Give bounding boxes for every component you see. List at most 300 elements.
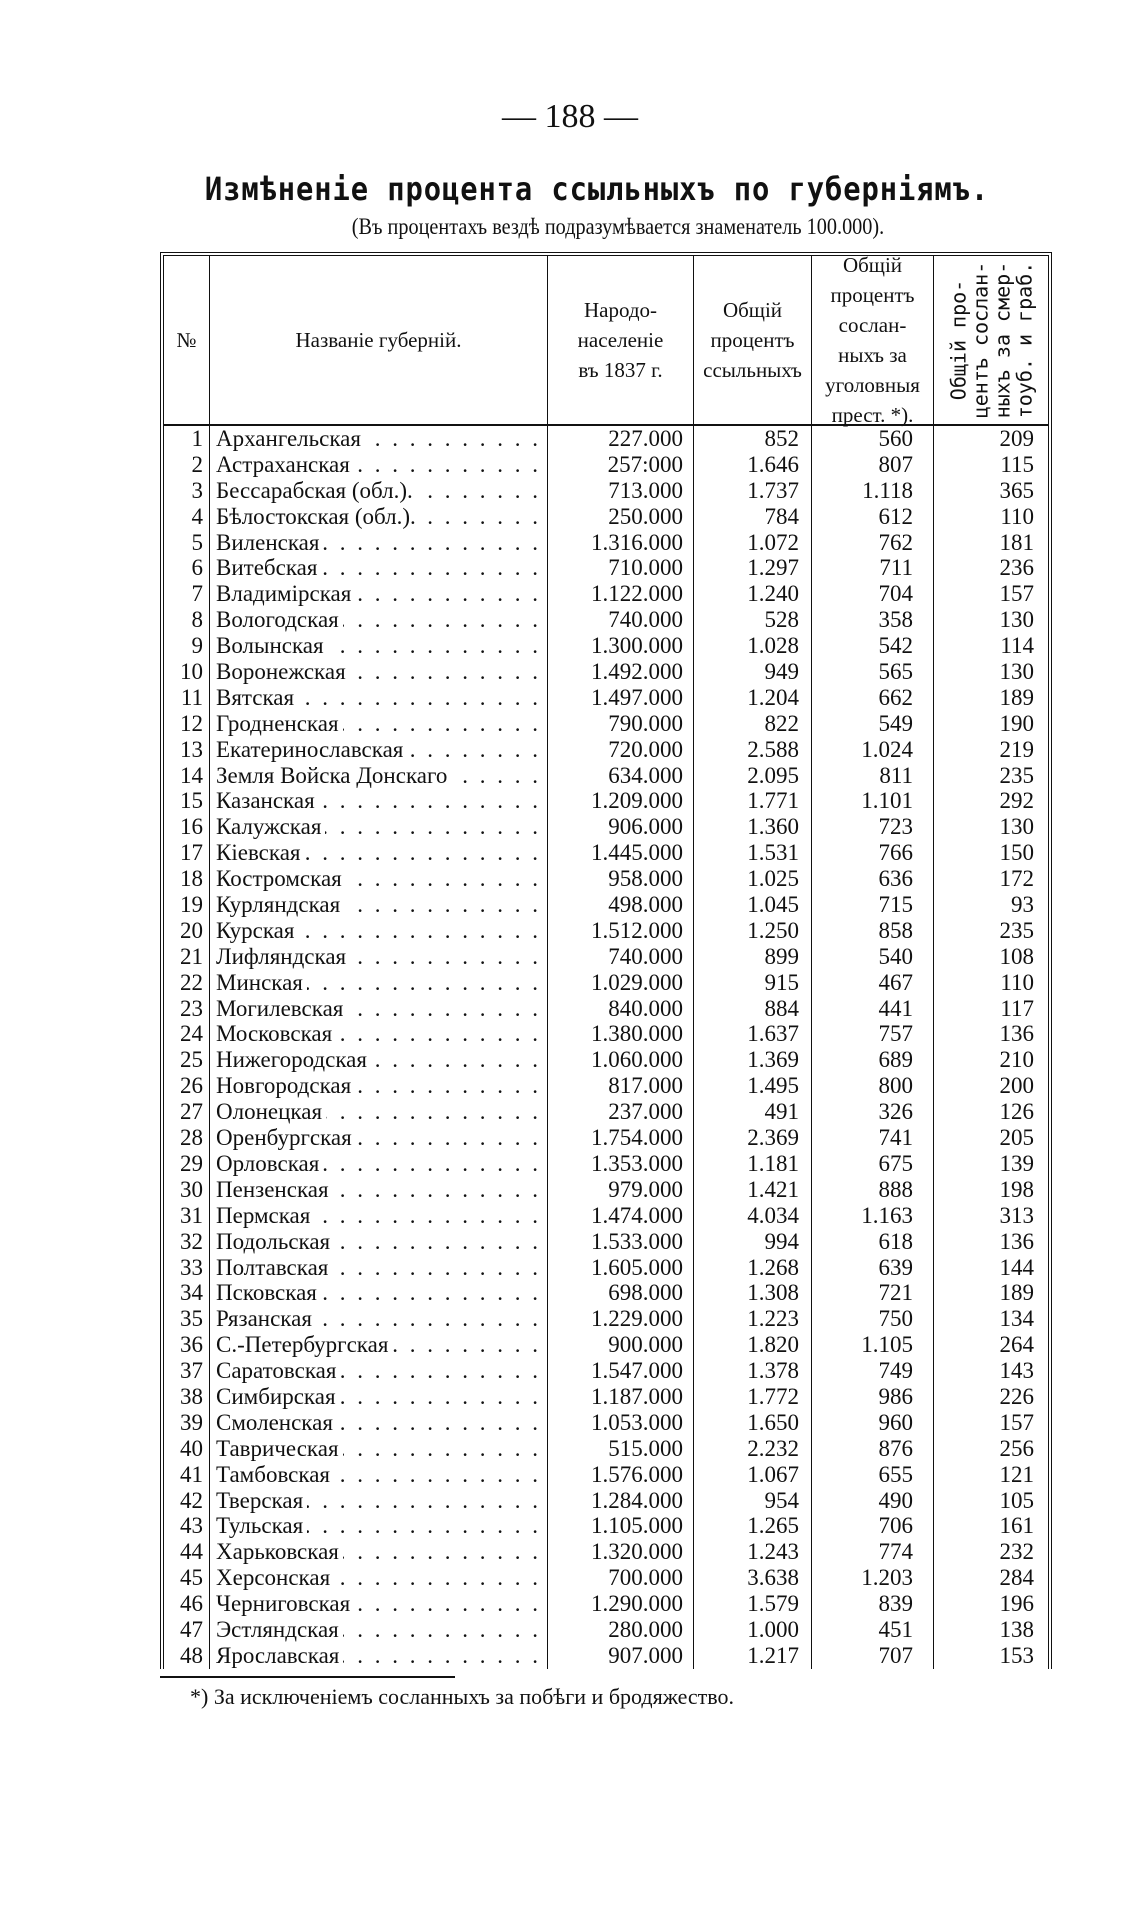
- criminal-percent: 451: [812, 1617, 934, 1643]
- murder-percent: 209: [999, 426, 1034, 451]
- table-row: [164, 1436, 1048, 1462]
- murder-percent: 136: [999, 1021, 1034, 1047]
- murder-percent: 110: [1000, 969, 1034, 995]
- total-percent: 899: [694, 944, 812, 970]
- criminal-percent: 750: [812, 1306, 934, 1332]
- table-row: [164, 1073, 1048, 1099]
- page-number: — 188 —: [502, 98, 638, 135]
- province-name: [210, 1125, 548, 1151]
- criminal-percent: 766: [812, 840, 934, 866]
- population: 227.000: [548, 426, 694, 452]
- criminal-percent: 655: [812, 1462, 934, 1488]
- province-name: [210, 1229, 548, 1255]
- population: 710.000: [548, 555, 694, 581]
- table-row: [164, 1255, 1048, 1281]
- header-line: населеніе: [577, 328, 664, 352]
- population: 1.290.000: [548, 1591, 694, 1617]
- header-line: Общій про-: [946, 279, 971, 401]
- total-percent: 1.265: [694, 1513, 812, 1539]
- table-row: [164, 685, 1048, 711]
- row-number: 34: [164, 1280, 210, 1306]
- row-number: 7: [164, 581, 210, 607]
- population: 1.029.000: [548, 970, 694, 996]
- total-percent: 1.297: [694, 555, 812, 581]
- criminal-percent: 1.101: [812, 788, 934, 814]
- province-table: [160, 252, 1052, 1669]
- province-name-text: Вятская: [216, 685, 298, 710]
- table-row: [164, 607, 1048, 633]
- population: 1.445.000: [548, 840, 694, 866]
- province-name: [210, 1565, 548, 1591]
- row-number: 17: [164, 840, 210, 866]
- row-number: 38: [164, 1384, 210, 1410]
- population: 1.533.000: [548, 1229, 694, 1255]
- murder-percent: 219: [999, 736, 1034, 762]
- criminal-percent: 762: [812, 530, 934, 556]
- footnote-divider: [160, 1676, 455, 1678]
- population: 498.000: [548, 892, 694, 918]
- province-name: [210, 711, 548, 737]
- population: 900.000: [548, 1332, 694, 1358]
- province-name-text: Костромская: [216, 866, 346, 891]
- row-number: 15: [164, 788, 210, 814]
- total-percent: 1.308: [694, 1280, 812, 1306]
- murder-percent: 313: [999, 1202, 1034, 1228]
- criminal-percent: 757: [812, 1021, 934, 1047]
- population: 1.209.000: [548, 788, 694, 814]
- table-row: [164, 970, 1048, 996]
- criminal-percent: 1.024: [812, 737, 934, 763]
- province-name-text: Земля Войска Донскаго: [216, 763, 451, 788]
- province-name: [210, 944, 548, 970]
- row-number: 12: [164, 711, 210, 737]
- population: 1.300.000: [548, 633, 694, 659]
- row-number: 28: [164, 1125, 210, 1151]
- murder-percent: 130: [999, 607, 1034, 633]
- header-line: въ 1837 г.: [578, 358, 663, 382]
- total-percent: 1.360: [694, 814, 812, 840]
- criminal-percent: 326: [812, 1099, 934, 1125]
- row-number: 16: [164, 814, 210, 840]
- murder-percent: 144: [999, 1254, 1034, 1280]
- murder-percent: 232: [999, 1539, 1034, 1565]
- criminal-percent: 723: [812, 814, 934, 840]
- total-percent: 1.268: [694, 1255, 812, 1281]
- population: 907.000: [548, 1643, 694, 1669]
- province-name: [210, 607, 548, 633]
- criminal-percent: 858: [812, 918, 934, 944]
- population: 740.000: [548, 944, 694, 970]
- murder-percent: 117: [1000, 995, 1034, 1021]
- murder-percent: 189: [999, 684, 1034, 710]
- total-percent: 1.204: [694, 685, 812, 711]
- table-row: [164, 1358, 1048, 1384]
- province-name-text: Казанская: [216, 788, 319, 813]
- row-number: 24: [164, 1021, 210, 1047]
- total-percent: 949: [694, 659, 812, 685]
- murder-percent: 157: [999, 1409, 1034, 1435]
- table-row: [164, 918, 1048, 944]
- table-row: [164, 1643, 1048, 1669]
- population: 237.000: [548, 1099, 694, 1125]
- province-name-text: Бѣлостокская (обл.).: [216, 504, 420, 529]
- row-number: 43: [164, 1513, 210, 1539]
- total-percent: 1.772: [694, 1384, 812, 1410]
- header-line: прест. *).: [831, 403, 914, 427]
- total-percent: 1.369: [694, 1047, 812, 1073]
- header-line: ныхъ за смер-: [990, 261, 1015, 419]
- total-percent: 1.028: [694, 633, 812, 659]
- row-number: 20: [164, 918, 210, 944]
- province-name: [210, 763, 548, 789]
- table-row: [164, 504, 1048, 530]
- total-percent: 852: [694, 426, 812, 452]
- total-percent: 1.250: [694, 918, 812, 944]
- population: 1.284.000: [548, 1488, 694, 1514]
- total-percent: 1.637: [694, 1021, 812, 1047]
- criminal-percent: 612: [812, 504, 934, 530]
- criminal-percent: 540: [812, 944, 934, 970]
- total-percent: 528: [694, 607, 812, 633]
- province-name: [210, 1617, 548, 1643]
- province-name: [210, 1151, 548, 1177]
- population: 280.000: [548, 1617, 694, 1643]
- row-number: 35: [164, 1306, 210, 1332]
- total-percent: 1.820: [694, 1332, 812, 1358]
- criminal-percent: 490: [812, 1488, 934, 1514]
- table-row: [164, 1591, 1048, 1617]
- murder-percent: 114: [1000, 633, 1034, 659]
- population: 257:000: [548, 452, 694, 478]
- table-row: [164, 478, 1048, 504]
- total-percent: 1.072: [694, 530, 812, 556]
- table-row: [164, 1513, 1048, 1539]
- total-percent: 1.025: [694, 866, 812, 892]
- header-line: ссыльныхъ: [703, 358, 802, 382]
- province-name: [210, 555, 548, 581]
- total-percent: 784: [694, 504, 812, 530]
- total-percent: 822: [694, 711, 812, 737]
- row-number: 5: [164, 530, 210, 556]
- province-name-text: Витебская: [216, 555, 321, 580]
- header-line: Общій: [722, 298, 783, 322]
- province-name-text: Курская: [216, 918, 298, 943]
- province-name-text: Екатеринославская: [216, 737, 407, 762]
- murder-percent: 139: [999, 1150, 1034, 1176]
- province-name-text: Нижегородская: [216, 1047, 371, 1072]
- table-row: [164, 737, 1048, 763]
- table-row: [164, 711, 1048, 737]
- province-name-text: Виленская: [216, 530, 323, 555]
- table-row: [164, 763, 1048, 789]
- row-number: 10: [164, 659, 210, 685]
- table-row: [164, 1539, 1048, 1565]
- province-name-text: Орловская: [216, 1151, 323, 1176]
- table-row: [164, 996, 1048, 1022]
- province-name: [210, 1384, 548, 1410]
- province-name-text: Курляндская: [216, 892, 344, 917]
- table-row: [164, 1617, 1048, 1643]
- row-number: 21: [164, 944, 210, 970]
- murder-percent: 210: [999, 1047, 1034, 1073]
- population: 1.060.000: [548, 1047, 694, 1073]
- criminal-percent: 565: [812, 659, 934, 685]
- header-line: процентъ: [710, 328, 795, 352]
- row-number: 6: [164, 555, 210, 581]
- header-line: уголовныя: [825, 373, 920, 397]
- criminal-percent: 467: [812, 970, 934, 996]
- table-row: [164, 1099, 1048, 1125]
- row-number: 33: [164, 1255, 210, 1281]
- row-number: 47: [164, 1617, 210, 1643]
- row-number: 41: [164, 1462, 210, 1488]
- total-percent: 1.771: [694, 788, 812, 814]
- table-row: [164, 788, 1048, 814]
- total-percent: 1.067: [694, 1462, 812, 1488]
- population: 1.492.000: [548, 659, 694, 685]
- criminal-percent: 811: [812, 763, 934, 789]
- row-number: 4: [164, 504, 210, 530]
- population: 1.053.000: [548, 1410, 694, 1436]
- row-number: 3: [164, 478, 210, 504]
- table-row: [164, 944, 1048, 970]
- table-row: [164, 1565, 1048, 1591]
- murder-percent: 134: [999, 1306, 1034, 1332]
- row-number: 1: [164, 426, 210, 452]
- criminal-percent: 639: [812, 1255, 934, 1281]
- murder-percent: 136: [999, 1228, 1034, 1254]
- footnote: *) За исключеніемъ сосланныхъ за побѣги и бродяжество.: [190, 1684, 735, 1709]
- province-name: [210, 659, 548, 685]
- criminal-percent: 707: [812, 1643, 934, 1669]
- table-row: [164, 1047, 1048, 1073]
- table-row: [164, 555, 1048, 581]
- province-name-text: Саратовская: [216, 1358, 340, 1383]
- province-name-text: Пермская: [216, 1203, 314, 1228]
- murder-percent: 130: [999, 659, 1034, 685]
- criminal-percent: 542: [812, 633, 934, 659]
- province-name: [210, 1255, 548, 1281]
- row-number: 36: [164, 1332, 210, 1358]
- province-name-text: Ярославская: [216, 1643, 343, 1668]
- province-name-text: Владимірская: [216, 581, 355, 606]
- province-name: [210, 814, 548, 840]
- total-percent: 1.181: [694, 1151, 812, 1177]
- table-row: [164, 1229, 1048, 1255]
- population: 1.576.000: [548, 1462, 694, 1488]
- criminal-percent: 689: [812, 1047, 934, 1073]
- province-name-text: Симбирская: [216, 1384, 340, 1409]
- murder-percent: 236: [999, 555, 1034, 581]
- criminal-percent: 800: [812, 1073, 934, 1099]
- murder-percent: 256: [999, 1435, 1034, 1461]
- province-name: [210, 737, 548, 763]
- header-line: тоуб. и граб.: [1012, 261, 1037, 419]
- murder-percent: 138: [999, 1616, 1034, 1642]
- population: 1.229.000: [548, 1306, 694, 1332]
- row-number: 14: [164, 763, 210, 789]
- criminal-percent: 560: [812, 426, 934, 452]
- population: 1.474.000: [548, 1203, 694, 1229]
- row-number: 25: [164, 1047, 210, 1073]
- province-name: [210, 1047, 548, 1073]
- province-name: [210, 840, 548, 866]
- province-name-text: Новгородская: [216, 1073, 355, 1098]
- murder-percent: 157: [999, 581, 1034, 607]
- criminal-percent: 960: [812, 1410, 934, 1436]
- population: 790.000: [548, 711, 694, 737]
- province-name: [210, 996, 548, 1022]
- population: 817.000: [548, 1073, 694, 1099]
- header-number: №: [164, 256, 210, 424]
- row-number: 27: [164, 1099, 210, 1125]
- table-row: [164, 1306, 1048, 1332]
- population: 1.187.000: [548, 1384, 694, 1410]
- province-name-text: Московская: [216, 1021, 336, 1046]
- murder-percent: 226: [999, 1383, 1034, 1409]
- total-percent: 884: [694, 996, 812, 1022]
- total-percent: 1.223: [694, 1306, 812, 1332]
- table-header: [164, 253, 1048, 427]
- total-percent: 1.045: [694, 892, 812, 918]
- table-row: [164, 1332, 1048, 1358]
- population: 1.497.000: [548, 685, 694, 711]
- total-percent: 1.495: [694, 1073, 812, 1099]
- criminal-percent: 1.105: [812, 1332, 934, 1358]
- total-percent: 1.531: [694, 840, 812, 866]
- province-name: [210, 1436, 548, 1462]
- province-name: [210, 1462, 548, 1488]
- murder-percent: 172: [999, 866, 1034, 892]
- criminal-percent: 741: [812, 1125, 934, 1151]
- criminal-percent: 636: [812, 866, 934, 892]
- criminal-percent: 618: [812, 1229, 934, 1255]
- province-name: [210, 530, 548, 556]
- criminal-percent: 715: [812, 892, 934, 918]
- province-name-text: Таврическая: [216, 1436, 343, 1461]
- total-percent: 954: [694, 1488, 812, 1514]
- page-title: Измѣненіе процента ссыльныхъ по губерніямъ.: [204, 170, 990, 208]
- province-name-text: Псковская: [216, 1280, 321, 1305]
- population: 1.512.000: [548, 918, 694, 944]
- total-percent: 2.588: [694, 737, 812, 763]
- header-line: процентъ: [830, 283, 915, 307]
- province-name: [210, 426, 548, 452]
- province-name: [210, 1280, 548, 1306]
- criminal-percent: 1.118: [812, 478, 934, 504]
- table-row: [164, 1384, 1048, 1410]
- murder-percent: 110: [1000, 503, 1034, 529]
- row-number: 48: [164, 1643, 210, 1669]
- murder-percent: 126: [999, 1099, 1034, 1125]
- province-name-text: Минская: [216, 970, 307, 995]
- total-percent: 1.646: [694, 452, 812, 478]
- province-name-text: С.-Петербургская: [216, 1332, 392, 1357]
- province-name-text: Тульская: [216, 1513, 307, 1538]
- total-percent: 915: [694, 970, 812, 996]
- population: 1.320.000: [548, 1539, 694, 1565]
- table-row: [164, 1151, 1048, 1177]
- page-subtitle: (Въ процентахъ вездѣ подразумѣвается знаменатель 100.000).: [351, 214, 885, 239]
- criminal-percent: 549: [812, 711, 934, 737]
- criminal-percent: 986: [812, 1384, 934, 1410]
- province-name-text: Смоленская: [216, 1410, 337, 1435]
- population: 698.000: [548, 1280, 694, 1306]
- row-number: 44: [164, 1539, 210, 1565]
- murder-percent: 189: [999, 1280, 1034, 1306]
- header-name: Названіе губерній.: [210, 256, 548, 424]
- row-number: 22: [164, 970, 210, 996]
- population: 1.122.000: [548, 581, 694, 607]
- province-name: [210, 478, 548, 504]
- row-number: 26: [164, 1073, 210, 1099]
- province-name: [210, 970, 548, 996]
- population: 840.000: [548, 996, 694, 1022]
- province-name-text: Олонецкая: [216, 1099, 326, 1124]
- murder-percent: 292: [999, 788, 1034, 814]
- murder-percent: 198: [999, 1176, 1034, 1202]
- province-name-text: Полтавская: [216, 1255, 332, 1280]
- criminal-percent: 706: [812, 1513, 934, 1539]
- population: 1.754.000: [548, 1125, 694, 1151]
- province-name-text: Воронежская: [216, 659, 350, 684]
- province-name-text: Тверская: [216, 1488, 307, 1513]
- murder-percent: 181: [999, 529, 1034, 555]
- province-name-text: Волынская: [216, 633, 328, 658]
- table-row: [164, 1021, 1048, 1047]
- murder-percent: 264: [999, 1332, 1034, 1358]
- row-number: 29: [164, 1151, 210, 1177]
- row-number: 42: [164, 1488, 210, 1514]
- province-name: [210, 866, 548, 892]
- criminal-percent: 876: [812, 1436, 934, 1462]
- row-number: 13: [164, 737, 210, 763]
- province-name: [210, 581, 548, 607]
- criminal-percent: 441: [812, 996, 934, 1022]
- murder-percent: 150: [999, 840, 1034, 866]
- header-criminal-percent: [812, 253, 934, 427]
- criminal-percent: 807: [812, 452, 934, 478]
- province-name-text: Харьковская: [216, 1539, 343, 1564]
- province-name: [210, 1177, 548, 1203]
- row-number: 9: [164, 633, 210, 659]
- table-row: [164, 1280, 1048, 1306]
- table-row: [164, 633, 1048, 659]
- province-name: [210, 1591, 548, 1617]
- row-number: 40: [164, 1436, 210, 1462]
- header-line: ныхъ за: [838, 343, 907, 367]
- province-name: [210, 452, 548, 478]
- criminal-percent: 721: [812, 1280, 934, 1306]
- table-row: [164, 866, 1048, 892]
- province-name-text: Херсонская: [216, 1565, 334, 1590]
- table-row: [164, 1203, 1048, 1229]
- row-number: 18: [164, 866, 210, 892]
- murder-percent: 130: [999, 814, 1034, 840]
- table-row: [164, 814, 1048, 840]
- table-row: [164, 1410, 1048, 1436]
- population: 979.000: [548, 1177, 694, 1203]
- criminal-percent: 1.163: [812, 1203, 934, 1229]
- population: 700.000: [548, 1565, 694, 1591]
- province-name: [210, 1488, 548, 1514]
- table-row: [164, 1462, 1048, 1488]
- table-row: [164, 1125, 1048, 1151]
- murder-percent: 108: [999, 943, 1034, 969]
- population: 515.000: [548, 1436, 694, 1462]
- population: 720.000: [548, 737, 694, 763]
- row-number: 11: [164, 685, 210, 711]
